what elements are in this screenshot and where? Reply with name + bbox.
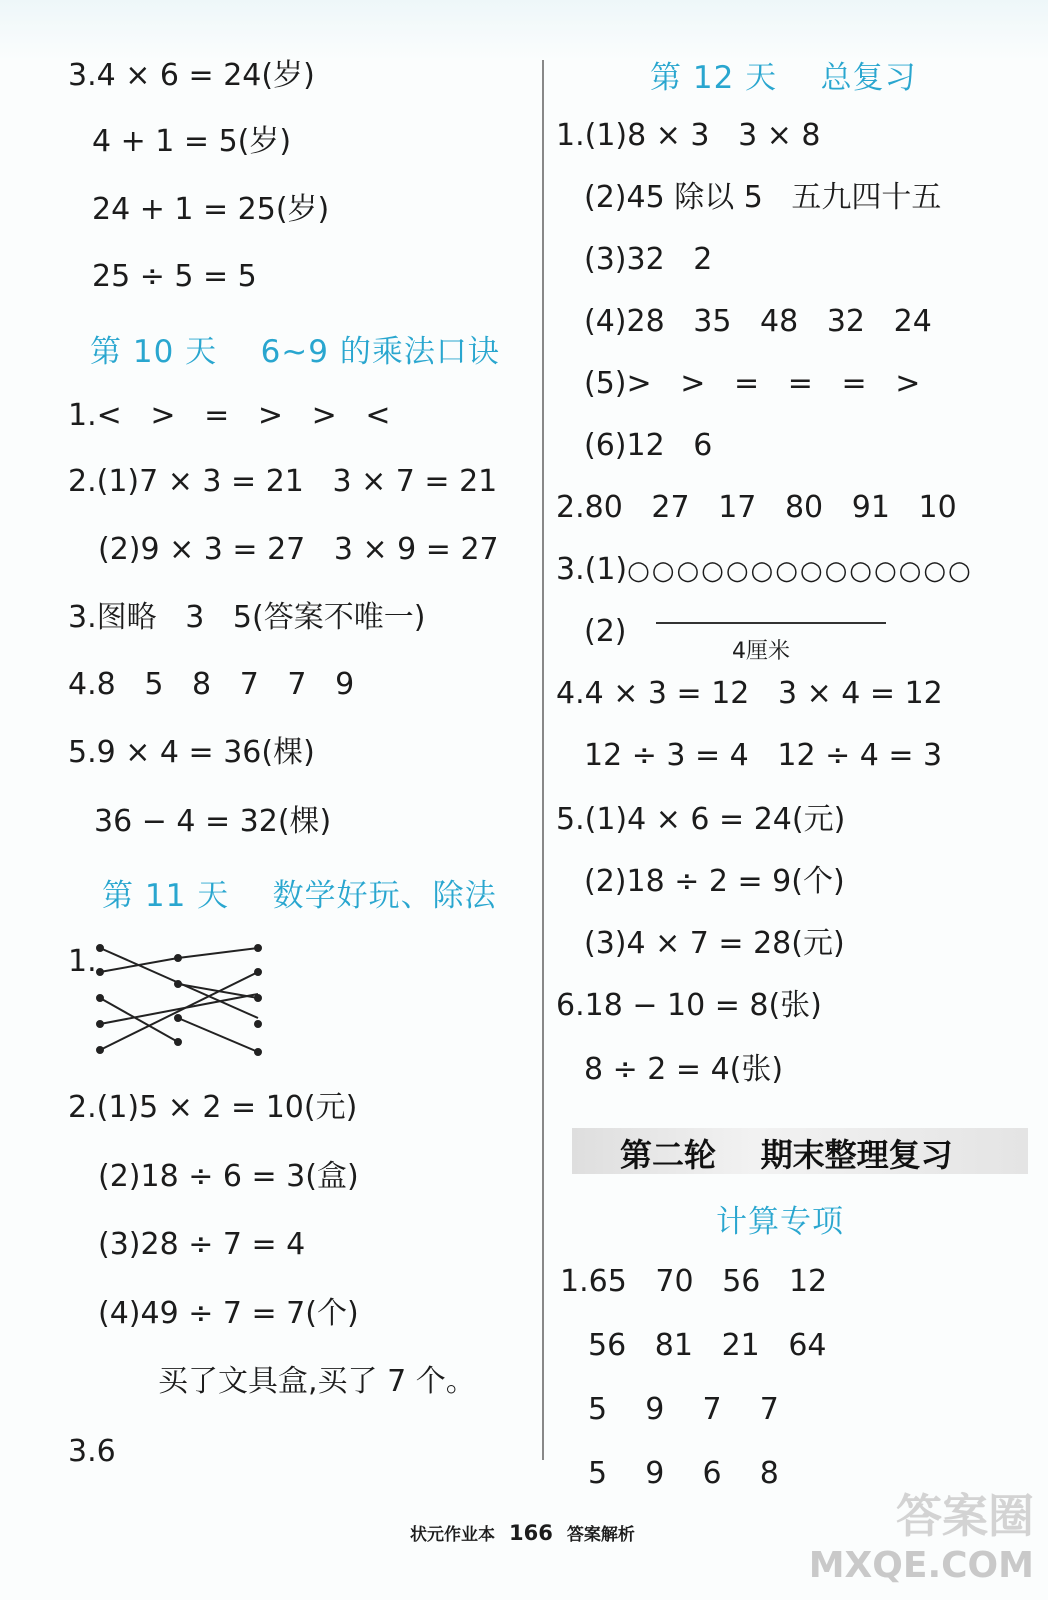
- answer-line: (2)45 除以 5 五九四十五: [584, 180, 942, 215]
- answer-line: 1.: [68, 944, 97, 979]
- answer-line: 36 − 4 = 32(棵): [94, 804, 332, 839]
- answer-line: 4.8 5 8 7 7 9: [68, 667, 355, 702]
- answer-line: 4 + 1 = 5(岁): [92, 124, 292, 159]
- answer-line: 1.65 70 56 12: [560, 1264, 828, 1299]
- answer-line: (3)32 2: [584, 242, 713, 277]
- answer-line: (4)49 ÷ 7 = 7(个): [98, 1296, 359, 1331]
- answer-line: (5)> > = = = >: [584, 366, 921, 401]
- answer-line: 买了文具盒,买了 7 个。: [158, 1364, 476, 1399]
- footer-section: 答案解析: [566, 1525, 635, 1545]
- section-title-day11: 第 11 天 数学好玩、除法: [102, 878, 497, 914]
- section-title-calc: 计算专项: [716, 1204, 844, 1240]
- answer-line: 1.< > = > > <: [68, 398, 391, 433]
- answer-line: 4.4 × 3 = 12 3 × 4 = 12: [556, 676, 943, 711]
- round-title: 第二轮 期末整理复习: [620, 1136, 953, 1174]
- page-number: 166: [509, 1521, 553, 1545]
- section-title-day10: 第 10 天 6~9 的乘法口诀: [90, 334, 500, 370]
- answer-line: 3.图略 3 5(答案不唯一): [68, 600, 426, 635]
- answer-line: (6)12 6: [584, 428, 713, 463]
- column-divider: [542, 60, 544, 1460]
- answer-line: 3.6: [68, 1434, 116, 1469]
- answer-line: (2)9 × 3 = 27 3 × 9 = 27: [98, 532, 499, 567]
- answer-line: (3)4 × 7 = 28(元): [584, 926, 845, 961]
- book-title: 状元作业本: [410, 1525, 495, 1545]
- answer-line: 8 ÷ 2 = 4(张): [584, 1052, 784, 1087]
- matching-diagram: [90, 938, 270, 1068]
- answer-line: 5 9 7 7: [588, 1392, 779, 1427]
- answer-line: 5.9 × 4 = 36(棵): [68, 735, 315, 770]
- answer-line: [556, 550, 973, 591]
- circle-row: ○○○○○○○○○○○○○○: [627, 555, 973, 586]
- page-footer: [410, 1520, 635, 1545]
- answer-label: 3.(1): [556, 552, 628, 587]
- answer-line: 6.18 − 10 = 8(张): [556, 988, 822, 1023]
- answer-line: 5.(1)4 × 6 = 24(元): [556, 802, 846, 837]
- answer-line: 2.(1)7 × 3 = 21 3 × 7 = 21: [68, 464, 498, 499]
- segment-line: [656, 622, 886, 624]
- answer-line: 5 9 6 8: [588, 1456, 779, 1491]
- section-title-day12: 第 12 天 总复习: [650, 60, 917, 96]
- answer-line: (4)28 35 48 32 24: [584, 304, 932, 339]
- answer-line: 56 81 21 64: [588, 1328, 827, 1363]
- answer-line: 24 + 1 = 25(岁): [92, 192, 330, 227]
- answer-line: (2)18 ÷ 6 = 3(盒): [98, 1159, 359, 1194]
- answer-line: (2): [584, 614, 627, 649]
- answer-line: 3.4 × 6 = 24(岁): [68, 58, 315, 93]
- answer-line: 25 ÷ 5 = 5: [92, 259, 257, 294]
- watermark-logo: 答案圈: [896, 1489, 1034, 1543]
- answer-line: 1.(1)8 × 3 3 × 8: [556, 118, 821, 153]
- answer-line: 2.80 27 17 80 91 10: [556, 490, 957, 525]
- watermark-url: MXQE.COM: [808, 1545, 1034, 1586]
- answer-line: 2.(1)5 × 2 = 10(元): [68, 1090, 358, 1125]
- segment-label: 4厘米: [732, 639, 790, 664]
- answer-line: (2)18 ÷ 2 = 9(个): [584, 864, 845, 899]
- answer-line: 12 ÷ 3 = 4 12 ÷ 4 = 3: [584, 738, 943, 773]
- answer-line: (3)28 ÷ 7 = 4: [98, 1227, 306, 1262]
